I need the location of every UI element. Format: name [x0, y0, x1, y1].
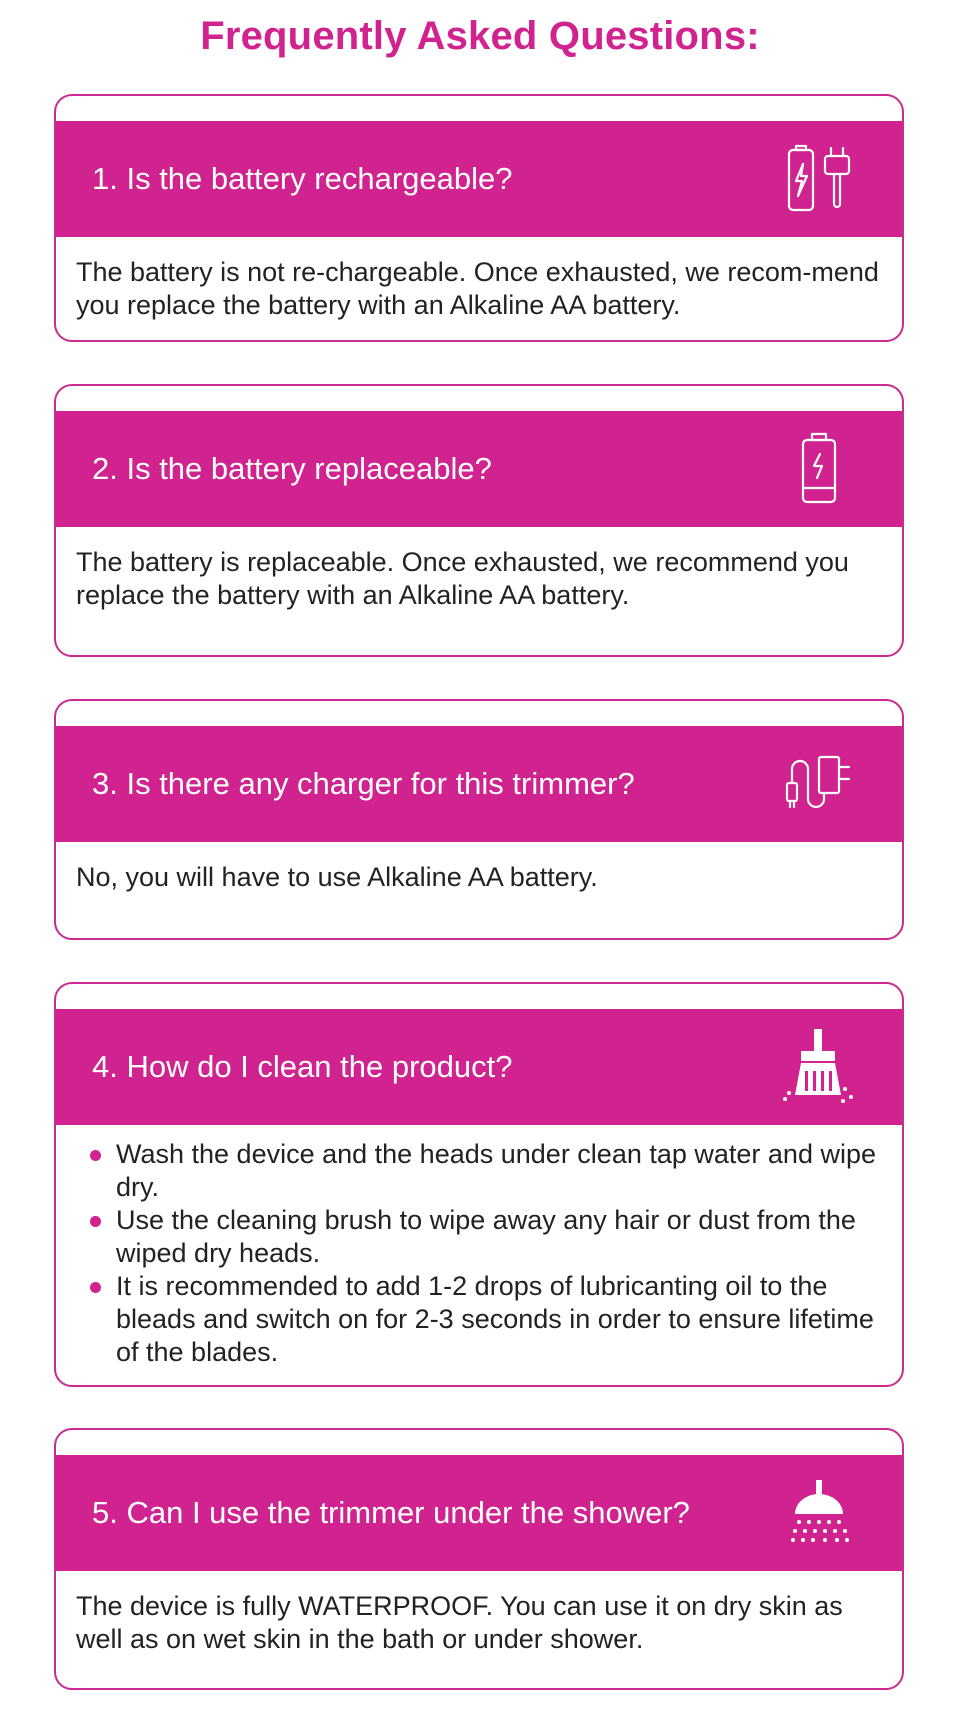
charger-icon [774, 726, 864, 842]
list-item [76, 1270, 882, 1369]
answer-text: No, you will have to use Alkaline AA battery. [76, 862, 598, 892]
question-text: 5. Can I use the trimmer under the shower? [92, 1495, 690, 1530]
shower-icon [774, 1455, 864, 1571]
faq-card-4 [54, 982, 904, 1387]
question-text: 2. Is the battery replaceable? [92, 451, 492, 486]
bullet-icon [90, 1282, 101, 1293]
answer-text: The battery is replaceable. Once exhausted, we recommend you replace the battery with an Alkaline AA battery. [76, 547, 849, 610]
answer-text: The device is fully WATERPROOF. You can use it on dry skin as well as on wet skin in the bath or under shower. [76, 1591, 843, 1654]
battery-icon [774, 411, 864, 527]
list-item [76, 1204, 882, 1270]
faq-card-1 [54, 94, 904, 342]
bullet-icon [90, 1216, 101, 1227]
faq-card-5 [54, 1428, 904, 1690]
question-text: 1. Is the battery rechargeable? [92, 161, 513, 196]
page-title: Frequently Asked Questions: [200, 14, 760, 58]
list-item [76, 1138, 882, 1204]
bullet-icon [90, 1150, 101, 1161]
faq-card-3 [54, 699, 904, 940]
bullet-text: Wash the device and the heads under clean tap water and wipe dry. [116, 1139, 876, 1202]
bullet-text: Use the cleaning brush to wipe away any hair or dust from the wiped dry heads. [116, 1205, 856, 1268]
faq-card-2 [54, 384, 904, 657]
answer-bullet-list [76, 1138, 882, 1369]
question-text: 4. How do I clean the product? [92, 1049, 513, 1084]
bullet-text: It is recommended to add 1-2 drops of lubricanting oil to the bleads and switch on for 2-3 seconds in order to ensure lifetime of the blades. [116, 1271, 874, 1367]
answer-text: The battery is not re-chargeable. Once exhausted, we recom-mend you replace the battery with an Alkaline AA battery. [76, 257, 879, 320]
cleaning-brush-icon [774, 1009, 864, 1125]
battery-plug-icon [774, 121, 864, 237]
question-text: 3. Is there any charger for this trimmer? [92, 766, 635, 801]
